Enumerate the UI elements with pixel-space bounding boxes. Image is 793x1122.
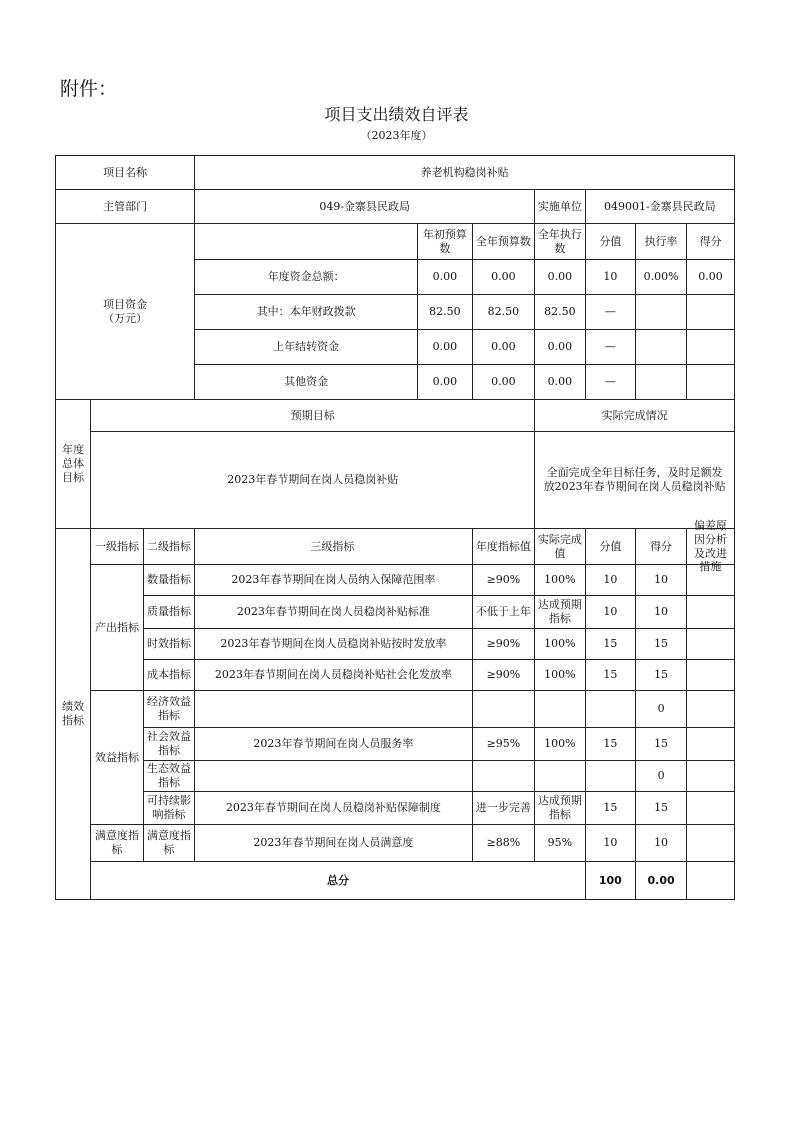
perf-level2: 成本指标: [143, 660, 194, 691]
project-name-value: 养老机构稳岗补贴: [195, 156, 735, 190]
perf-score-analysis: [636, 825, 735, 862]
funds-rate-score: [636, 330, 735, 365]
perf-analysis: [687, 629, 734, 659]
perf-actual: [535, 761, 585, 792]
funds-initial: 0.00: [418, 365, 472, 400]
impl-value: 049001-金寨县民政局: [585, 190, 734, 224]
perf-score: 10: [636, 565, 687, 595]
department-row: [56, 190, 735, 224]
funds-rate-score: [636, 260, 735, 295]
perf-level2: 经济效益指标: [143, 691, 194, 728]
perf-header-score-value: 分值: [585, 529, 635, 565]
perf-score: 10: [636, 825, 687, 861]
perf-score: 15: [636, 660, 687, 690]
perf-header-level3: 三级指标: [195, 529, 472, 565]
funds-label-line1: 项目资金: [103, 297, 148, 311]
goals-content-row: [56, 432, 735, 529]
perf-row: [56, 792, 735, 825]
perf-level2: 质量指标: [143, 596, 194, 629]
funds-header-executed: 全年执行数: [535, 224, 585, 260]
perf-analysis: [687, 660, 734, 690]
perf-score-value: 15: [585, 629, 635, 660]
perf-level3: 2023年春节期间在岗人员服务率: [195, 728, 472, 761]
funds-score-value: 10: [585, 260, 635, 295]
funds-score-value: —: [585, 365, 635, 400]
page-title: 项目支出绩效自评表: [324, 105, 469, 124]
perf-header-level2: 二级指标: [143, 529, 194, 565]
perf-score-value: 10: [585, 825, 635, 862]
perf-score-value: [585, 761, 635, 792]
perf-score: 0: [636, 691, 687, 727]
funds-label: [56, 224, 195, 400]
funds-header-score-value: 分值: [585, 224, 635, 260]
goals-label: [56, 400, 91, 529]
total-score-value: 100: [585, 862, 635, 900]
impl-label: 实施单位: [535, 190, 585, 224]
perf-score-analysis: [636, 660, 735, 691]
perf-score-value: [585, 691, 635, 728]
funds-score-value: —: [585, 330, 635, 365]
perf-actual: 95%: [535, 825, 585, 862]
perf-level3: 2023年春节期间在岗人员稳岗补贴社会化发放率: [195, 660, 472, 691]
perf-analysis: [687, 596, 734, 628]
total-label: 总分: [91, 862, 585, 900]
funds-executed: 0.00: [535, 365, 585, 400]
perf-row: [56, 691, 735, 728]
funds-header-row: [56, 224, 735, 260]
perf-score-value: 10: [585, 596, 635, 629]
perf-analysis: [687, 792, 734, 824]
funds-rate: [636, 330, 687, 364]
perf-score: 15: [636, 728, 687, 760]
funds-header-annual: 全年预算数: [472, 224, 535, 260]
perf-analysis: [687, 565, 734, 595]
perf-level3: 2023年春节期间在岗人员稳岗补贴标准: [195, 596, 472, 629]
funds-rate-score: [636, 295, 735, 330]
perf-score-value: 15: [585, 792, 635, 825]
dept-value: 049-金寨县民政局: [195, 190, 535, 224]
perf-row: [56, 825, 735, 862]
perf-score-analysis: [636, 728, 735, 761]
funds-header-score: 得分: [699, 234, 722, 248]
perf-target: [472, 761, 535, 792]
perf-row: [56, 660, 735, 691]
funds-rate: [636, 295, 687, 329]
perf-target: 进一步完善: [472, 792, 535, 825]
funds-executed: 0.00: [535, 330, 585, 365]
perf-score-value: 15: [585, 660, 635, 691]
perf-actual: 100%: [535, 660, 585, 691]
perf-analysis: [687, 761, 734, 791]
perf-level3: [195, 761, 472, 792]
perf-level2: 时效指标: [143, 629, 194, 660]
funds-annual: 82.50: [472, 295, 535, 330]
perf-target: [472, 691, 535, 728]
perf-actual: 100%: [535, 565, 585, 596]
total-row: [56, 862, 735, 900]
perf-actual: 100%: [535, 728, 585, 761]
perf-analysis: [687, 728, 734, 760]
perf-score-value: 10: [585, 565, 635, 596]
perf-row: [56, 565, 735, 596]
funds-header-rate: 执行率: [636, 224, 687, 259]
evaluation-table: [55, 155, 735, 900]
attachment-label: 附件：: [60, 78, 118, 100]
perf-header-analysis: 偏差原因分析及改进措施: [694, 519, 728, 574]
perf-target: 不低于上年: [472, 596, 535, 629]
funds-header-rate-score: [636, 224, 735, 260]
perf-level1: 效益指标: [91, 691, 143, 825]
perf-score: 0: [636, 761, 687, 791]
project-name-row: [56, 156, 735, 190]
goals-actual-header: 实际完成情况: [535, 400, 735, 432]
total-score-analysis: [636, 862, 735, 900]
funds-label-line2: （万元）: [103, 311, 148, 325]
perf-analysis: [687, 825, 734, 861]
funds-rate: [636, 365, 687, 399]
perf-target: ≥90%: [472, 565, 535, 596]
total-score: 0.00: [636, 862, 687, 899]
perf-level2: 可持续影响指标: [143, 792, 194, 825]
goals-header-row: [56, 400, 735, 432]
perf-score: 15: [636, 792, 687, 824]
perf-actual: 达成预期指标: [535, 596, 585, 629]
funds-rate-score: [636, 365, 735, 400]
funds-score: [687, 330, 734, 364]
perf-row: [56, 596, 735, 629]
perf-header-row: [56, 529, 735, 565]
perf-actual: 达成预期指标: [535, 792, 585, 825]
dept-label: 主管部门: [56, 190, 195, 224]
funds-header-initial: 年初预算数: [418, 224, 472, 260]
total-analysis: [687, 862, 734, 899]
perf-level2: 社会效益指标: [143, 728, 194, 761]
perf-level3: 2023年春节期间在岗人员满意度: [195, 825, 472, 862]
perf-level3: [195, 691, 472, 728]
perf-level3: 2023年春节期间在岗人员纳入保障范围率: [195, 565, 472, 596]
funds-initial: 0.00: [418, 330, 472, 365]
perf-header-target: 年度指标值: [472, 529, 535, 565]
perf-header-level1: 一级指标: [91, 529, 143, 565]
funds-row-label: 年度资金总额：: [195, 260, 418, 295]
perf-header-score-analysis: [636, 519, 735, 574]
funds-score: 0.00: [698, 270, 723, 284]
perf-target: ≥88%: [472, 825, 535, 862]
funds-executed: 0.00: [535, 260, 585, 295]
perf-score-analysis: [636, 565, 735, 596]
perf-score-analysis: [636, 691, 735, 728]
perf-level1: 满意度指标: [91, 825, 143, 862]
funds-row-label: 其中：本年财政拨款: [195, 295, 418, 330]
perf-level2: 生态效益指标: [143, 761, 194, 792]
goals-expected-header: 预期目标: [91, 400, 535, 432]
goals-actual: 全面完成全年目标任务，及时足额发放2023年春节期间在岗人员稳岗补贴: [535, 432, 735, 529]
funds-row-label: 上年结转资金: [195, 330, 418, 365]
funds-annual: 0.00: [472, 365, 535, 400]
project-name-label: 项目名称: [56, 156, 195, 190]
funds-initial: 82.50: [418, 295, 472, 330]
perf-score-analysis: [636, 761, 735, 792]
funds-row-label: 其他资金: [195, 365, 418, 400]
perf-score-analysis: [636, 596, 735, 629]
funds-score: [687, 365, 734, 399]
perf-level3: 2023年春节期间在岗人员稳岗补贴保障制度: [195, 792, 472, 825]
perf-actual: [535, 691, 585, 728]
perf-level3: 2023年春节期间在岗人员稳岗补贴按时发放率: [195, 629, 472, 660]
funds-header-blank: [195, 224, 418, 260]
perf-actual: 100%: [535, 629, 585, 660]
perf-row: [56, 761, 735, 792]
funds-rate: 0.00%: [636, 260, 687, 294]
goals-expected: 2023年春节期间在岗人员稳岗补贴: [91, 432, 535, 529]
perf-target: ≥95%: [472, 728, 535, 761]
perf-score: 15: [636, 629, 687, 659]
perf-score-analysis: [636, 792, 735, 825]
perf-target: ≥90%: [472, 660, 535, 691]
perf-analysis: [687, 691, 734, 727]
funds-initial: 0.00: [418, 260, 472, 295]
funds-score-value: —: [585, 295, 635, 330]
funds-score: [687, 295, 734, 329]
perf-header-score: 得分: [636, 529, 687, 564]
perf-level2: 满意度指标: [143, 825, 194, 862]
perf-label-text: 绩效指标: [62, 700, 85, 727]
perf-score: 10: [636, 596, 687, 628]
perf-label: [56, 529, 91, 900]
perf-row: [56, 629, 735, 660]
perf-level1: 产出指标: [91, 565, 143, 691]
funds-executed: 82.50: [535, 295, 585, 330]
perf-level2: 数量指标: [143, 565, 194, 596]
perf-row: [56, 728, 735, 761]
perf-header-actual: 实际完成值: [535, 529, 585, 565]
funds-annual: 0.00: [472, 260, 535, 295]
perf-score-analysis: [636, 629, 735, 660]
perf-target: ≥90%: [472, 629, 535, 660]
funds-annual: 0.00: [472, 330, 535, 365]
goals-label-text: 年度总体目标: [62, 443, 85, 484]
perf-score-value: 15: [585, 728, 635, 761]
year-label: （2023年度）: [360, 129, 433, 142]
